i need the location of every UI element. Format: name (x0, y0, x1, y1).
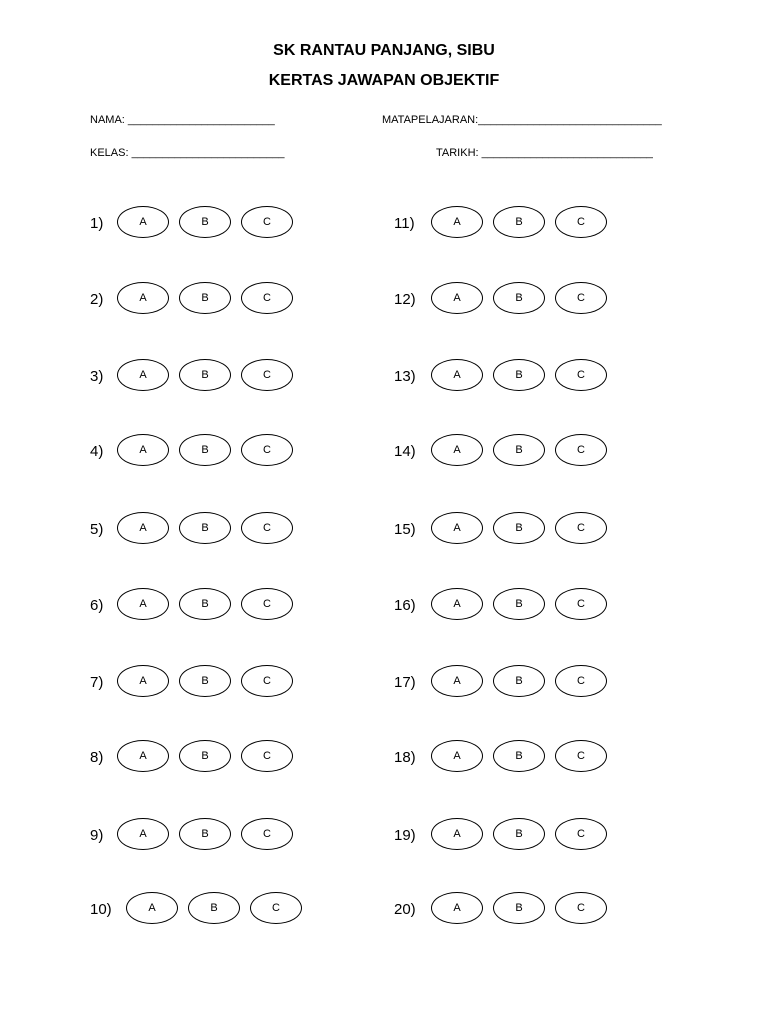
question-row (394, 818, 617, 854)
question-number: 19) (394, 827, 416, 844)
question-number: 20) (394, 901, 416, 918)
question-number: 14) (394, 443, 416, 460)
answer-bubble-b[interactable]: B (493, 588, 545, 620)
question-row (90, 512, 303, 548)
answer-bubble-a[interactable]: A (117, 512, 169, 544)
answer-bubble-b[interactable]: B (179, 206, 231, 238)
answer-bubble-c[interactable]: C (555, 512, 607, 544)
question-row (90, 892, 303, 928)
answer-bubble-b[interactable]: B (179, 434, 231, 466)
question-number: 3) (90, 368, 104, 385)
answer-bubble-b[interactable]: B (493, 434, 545, 466)
answer-bubble-c[interactable]: C (555, 434, 607, 466)
question-row (394, 359, 617, 395)
question-number: 12) (394, 291, 416, 308)
question-row (394, 512, 617, 548)
answer-bubble-c[interactable]: C (241, 359, 293, 391)
question-number: 10) (90, 901, 112, 918)
answer-bubble-a[interactable]: A (431, 818, 483, 850)
question-number: 11) (394, 215, 415, 232)
question-row (90, 206, 303, 242)
answer-bubble-a[interactable]: A (117, 282, 169, 314)
answer-bubble-b[interactable]: B (179, 818, 231, 850)
question-number: 17) (394, 674, 416, 691)
answer-bubble-a[interactable]: A (431, 588, 483, 620)
answer-bubble-a[interactable]: A (431, 206, 483, 238)
question-row (90, 434, 303, 470)
answer-bubble-b[interactable]: B (179, 588, 231, 620)
answer-bubble-b[interactable]: B (493, 512, 545, 544)
matapelajaran-field[interactable]: MATAPELAJARAN:______________________________ (382, 114, 662, 126)
answer-bubble-c[interactable]: C (555, 206, 607, 238)
school-name: SK RANTAU PANJANG, SIBU (273, 42, 495, 59)
question-number: 5) (90, 521, 104, 538)
answer-bubble-a[interactable]: A (126, 892, 178, 924)
question-number: 1) (90, 215, 104, 232)
answer-bubble-b[interactable]: B (179, 740, 231, 772)
question-number: 18) (394, 749, 416, 766)
answer-bubble-b[interactable]: B (493, 892, 545, 924)
answer-bubble-c[interactable]: C (555, 740, 607, 772)
question-number: 8) (90, 749, 104, 766)
answer-bubble-a[interactable]: A (431, 434, 483, 466)
answer-bubble-b[interactable]: B (179, 512, 231, 544)
answer-bubble-a[interactable]: A (117, 588, 169, 620)
answer-bubble-b[interactable]: B (493, 206, 545, 238)
answer-bubble-b[interactable]: B (179, 282, 231, 314)
answer-bubble-c[interactable]: C (555, 818, 607, 850)
question-row (394, 740, 617, 776)
question-row (394, 892, 617, 928)
question-row (90, 282, 303, 318)
answer-bubble-b[interactable]: B (493, 665, 545, 697)
question-number: 4) (90, 443, 104, 460)
kelas-field[interactable]: KELAS: _________________________ (90, 147, 285, 159)
question-row (394, 588, 617, 624)
answer-bubble-a[interactable]: A (431, 665, 483, 697)
answer-bubble-c[interactable]: C (241, 512, 293, 544)
question-row (90, 665, 303, 701)
question-number: 15) (394, 521, 416, 538)
nama-field[interactable]: NAMA: ________________________ (90, 114, 275, 126)
question-number: 13) (394, 368, 416, 385)
answer-bubble-a[interactable]: A (117, 434, 169, 466)
answer-bubble-a[interactable]: A (431, 892, 483, 924)
question-row (394, 206, 617, 242)
question-row (394, 665, 617, 701)
question-number: 2) (90, 291, 104, 308)
answer-bubble-c[interactable]: C (250, 892, 302, 924)
answer-bubble-c[interactable]: C (241, 818, 293, 850)
question-number: 9) (90, 827, 104, 844)
answer-bubble-a[interactable]: A (431, 740, 483, 772)
answer-bubble-a[interactable]: A (117, 665, 169, 697)
answer-bubble-c[interactable]: C (555, 359, 607, 391)
answer-bubble-c[interactable]: C (241, 206, 293, 238)
answer-bubble-a[interactable]: A (431, 359, 483, 391)
answer-bubble-a[interactable]: A (117, 818, 169, 850)
question-row (90, 740, 303, 776)
answer-bubble-c[interactable]: C (555, 892, 607, 924)
answer-bubble-a[interactable]: A (431, 282, 483, 314)
answer-bubble-b[interactable]: B (493, 359, 545, 391)
question-number: 16) (394, 597, 416, 614)
answer-bubble-a[interactable]: A (117, 359, 169, 391)
answer-bubble-b[interactable]: B (493, 818, 545, 850)
question-number: 6) (90, 597, 104, 614)
answer-bubble-b[interactable]: B (493, 282, 545, 314)
answer-bubble-c[interactable]: C (241, 282, 293, 314)
tarikh-field[interactable]: TARIKH: ____________________________ (436, 147, 653, 159)
question-row (90, 359, 303, 395)
question-row (90, 588, 303, 624)
answer-bubble-b[interactable]: B (179, 359, 231, 391)
answer-bubble-c[interactable]: C (241, 434, 293, 466)
answer-bubble-c[interactable]: C (241, 588, 293, 620)
answer-bubble-a[interactable]: A (117, 206, 169, 238)
question-number: 7) (90, 674, 104, 691)
answer-bubble-a[interactable]: A (117, 740, 169, 772)
answer-bubble-a[interactable]: A (431, 512, 483, 544)
question-row (90, 818, 303, 854)
question-row (394, 434, 617, 470)
answer-bubble-b[interactable]: B (188, 892, 240, 924)
answer-bubble-c[interactable]: C (555, 665, 607, 697)
answer-bubble-c[interactable]: C (241, 665, 293, 697)
answer-bubble-c[interactable]: C (555, 282, 607, 314)
page-title: KERTAS JAWAPAN OBJEKTIF (268, 72, 500, 89)
answer-bubble-b[interactable]: B (493, 740, 545, 772)
answer-bubble-c[interactable]: C (555, 588, 607, 620)
answer-bubble-c[interactable]: C (241, 740, 293, 772)
question-row (394, 282, 617, 318)
answer-bubble-b[interactable]: B (179, 665, 231, 697)
